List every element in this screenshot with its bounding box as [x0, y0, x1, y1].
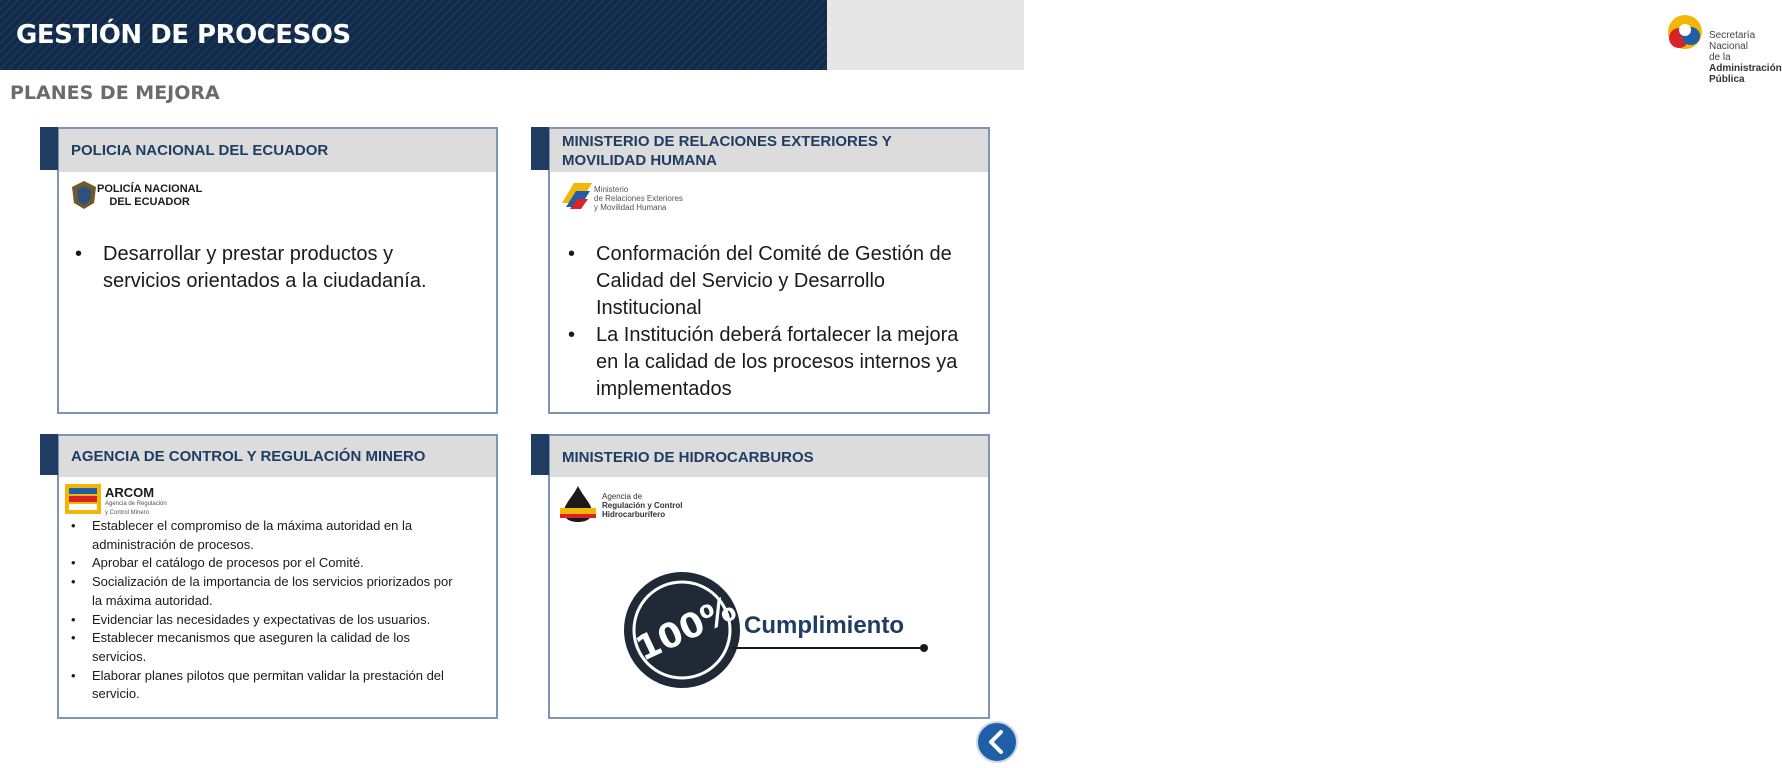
arch-logo-text: Agencia de Regulación y Control Hidrocarburífero [602, 492, 683, 519]
list-item: • Aprobar el catálogo de procesos por el Comité. [65, 554, 465, 573]
arcom-logo-icon [65, 484, 101, 514]
list-item: • Desarrollar y prestar productos y servicios orientados a la ciudadanía. [67, 241, 467, 295]
card-header [550, 436, 988, 477]
list-item: • Establecer mecanismos que aseguren la calidad de los servicios. [65, 629, 465, 666]
card-header [59, 129, 496, 172]
snap-logo-text: Secretaría Nacional de la Administración Pública [1709, 30, 1782, 85]
police-badge-icon [69, 179, 99, 211]
police-logo-text: POLICÍA NACIONAL DEL ECUADOR [97, 183, 203, 208]
card-relaciones [548, 127, 990, 414]
card-accent [531, 434, 549, 475]
card-title: MINISTERIO DE RELACIONES EXTERIORES Y MOVILIDAD HUMANA [562, 133, 892, 169]
arcom-logo-text: ARCOM Agencia de Regulación y Control Minero [105, 485, 167, 516]
card-header [550, 129, 988, 172]
card-header [59, 436, 496, 477]
list-item: • Establecer el compromiso de la máxima autoridad en la administración de procesos. [65, 517, 465, 554]
snap-logo-box [827, 0, 1782, 85]
card-title: AGENCIA DE CONTROL Y REGULACIÓN MINERO [71, 448, 426, 465]
page-title: GESTIÓN DE PROCESOS [16, 20, 351, 50]
card-items [65, 517, 465, 704]
card-items [67, 241, 467, 295]
card-accent [40, 434, 58, 475]
card-policia [57, 127, 498, 414]
list-item: • La Institución deberá fortalecer la mejora en la calidad de los procesos internos ya implementados [560, 322, 980, 403]
list-item: • Evidenciar las necesidades y expectativas de los usuarios. [65, 611, 465, 630]
list-item: • Conformación del Comité de Gestión de Calidad del Servicio y Desarrollo Institucional [560, 241, 980, 322]
list-item: • Elaborar planes pilotos que permitan validar la prestación del servicio. [65, 667, 465, 704]
header-bar [0, 0, 827, 70]
completion-label: Cumplimiento [744, 612, 904, 639]
oil-drop-icon [558, 484, 598, 524]
chevron-left-icon [978, 723, 1016, 761]
card-items [560, 241, 980, 403]
section-subtitle: PLANES DE MEJORA [10, 82, 220, 104]
list-item: • Socialización de la importancia de los servicios priorizados por la máxima autoridad. [65, 573, 465, 610]
flag-icon [560, 181, 594, 209]
card-accent [40, 127, 58, 170]
back-button[interactable] [976, 721, 1018, 763]
card-title: MINISTERIO DE HIDROCARBUROS [562, 449, 814, 466]
card-arcom [57, 434, 498, 719]
ministry-logo-text: Ministerio de Relaciones Exteriores y Movilidad Humana [594, 185, 683, 212]
completion-badge-value: 100% [630, 588, 743, 670]
card-title: POLICIA NACIONAL DEL ECUADOR [71, 142, 329, 159]
card-hidrocarburos [548, 434, 990, 719]
card-accent [531, 127, 549, 170]
snap-logo-icon [1665, 12, 1705, 56]
underline-icon [732, 642, 932, 654]
